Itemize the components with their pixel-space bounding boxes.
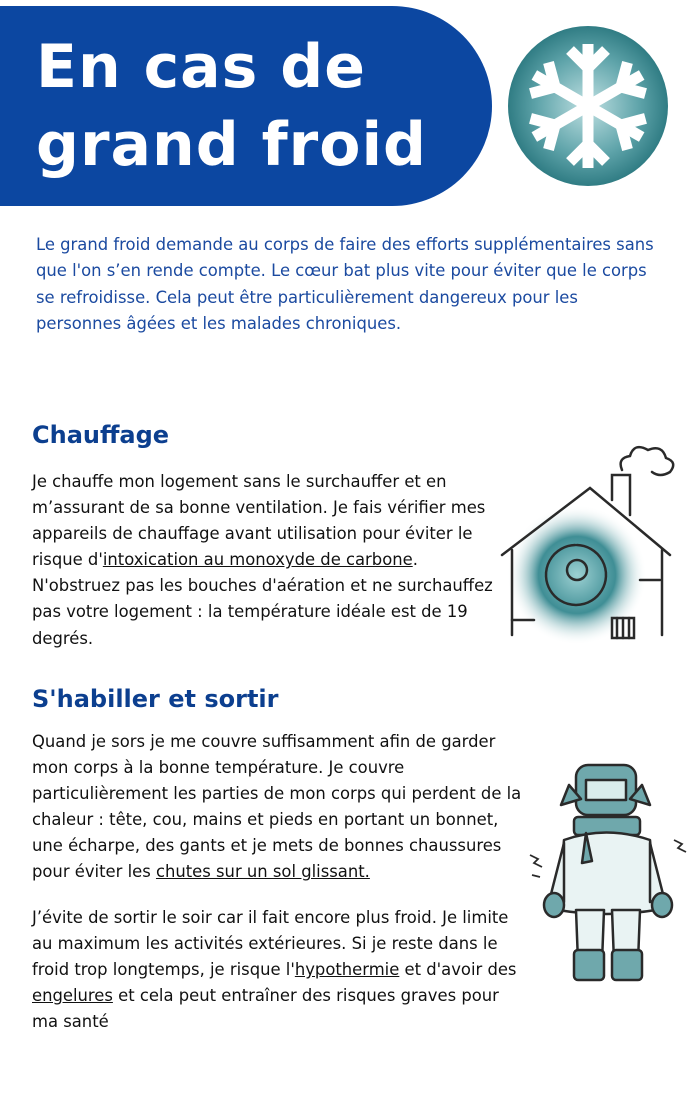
sortir-text-4: et cela peut entraîner des risques graves pour ma santé <box>32 986 499 1032</box>
page-title <box>36 28 476 184</box>
title-line-2: grand froid <box>36 110 428 180</box>
sortir-text-1: Quand je sors je me couvre suffisamment afin de garder mon corps à la bonne température. Je couvre particulièrement les parties de mon corps qui perdent de la chaleur : tête, cou, mains et pieds en portant un bonnet, une écharpe, des gants et je mets de bonnes chaussures pour éviter les <box>32 732 522 882</box>
snowflake-icon <box>508 26 668 186</box>
link-engelures[interactable]: engelures <box>32 986 113 1006</box>
sortir-text-3: et d'avoir des <box>399 960 517 980</box>
section-title-sortir: S'habiller et sortir <box>32 685 279 713</box>
title-line-1: En cas de <box>36 32 366 102</box>
sortir-paragraph-2 <box>32 905 524 1035</box>
sortir-text-2: J’évite de sortir le soir car il fait encore plus froid. Je limite au maximum les activités extérieures. Si je reste dans le froid trop longtemps, je risque l' <box>32 908 509 980</box>
section-title-chauffage: Chauffage <box>32 421 170 449</box>
chauffage-text-2: . N'obstruez pas les bouches d'aération et ne surchauffez pas votre logement : la température idéale est de 19 degrés. <box>32 550 493 648</box>
house-heating-icon <box>472 440 700 660</box>
link-chutes-sol-glissant[interactable]: chutes sur un sol glissant. <box>155 862 370 882</box>
chauffage-text-1: Je chauffe mon logement sans le surchauffer et en m’assurant de sa bonne ventilation. Je fais vérifier mes appareils de chauffage avant utilisation pour éviter le risque d' <box>32 472 486 570</box>
intro-paragraph: Le grand froid demande au corps de faire des efforts supplémentaires sans que l'on s’en rende compte. Le cœur bat plus vite pour éviter que le corps se refroidisse. Cela peut être particulièrement dangereux pour les personnes âgées et les malades chroniques. <box>36 235 654 333</box>
bundled-person-icon <box>524 745 694 985</box>
link-hypothermie[interactable]: hypothermie <box>294 960 400 980</box>
link-intoxication-monoxyde[interactable]: intoxication au monoxyde de carbone <box>102 550 413 570</box>
sortir-paragraph-1 <box>32 729 524 886</box>
chauffage-paragraph <box>32 469 506 652</box>
